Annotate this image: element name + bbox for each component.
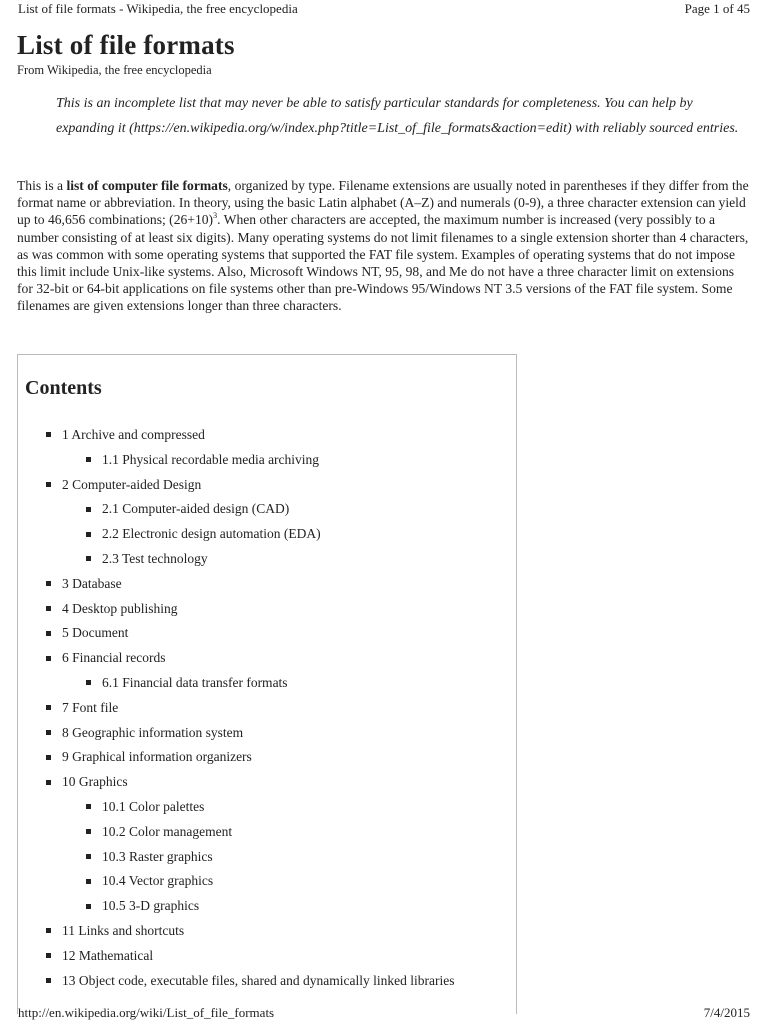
toc-item bbox=[86, 549, 208, 569]
bullet-icon bbox=[86, 556, 91, 561]
print-footer bbox=[18, 1004, 750, 1022]
toc-link[interactable]: 3 Database bbox=[62, 575, 122, 591]
toc-link[interactable]: 10.3 Raster graphics bbox=[102, 848, 213, 864]
toc-link[interactable]: 10 Graphics bbox=[62, 774, 128, 790]
bullet-icon bbox=[86, 829, 91, 834]
toc-link[interactable]: 1.1 Physical recordable media archiving bbox=[102, 451, 320, 467]
toc-item bbox=[46, 698, 118, 718]
bullet-icon bbox=[46, 953, 51, 958]
toc-item bbox=[86, 847, 213, 867]
bullet-icon bbox=[46, 606, 51, 611]
toc-item bbox=[86, 871, 213, 891]
toc-item bbox=[86, 524, 321, 544]
bullet-icon bbox=[86, 507, 91, 512]
bullet-icon bbox=[86, 879, 91, 884]
toc-link[interactable]: 4 Desktop publishing bbox=[62, 600, 178, 616]
bullet-icon bbox=[86, 854, 91, 859]
print-footer-url: http://en.wikipedia.org/wiki/List_of_file_formats bbox=[18, 1005, 275, 1020]
page-title: List of file formats bbox=[17, 30, 235, 60]
toc-link[interactable]: 10.4 Vector graphics bbox=[102, 873, 214, 889]
toc-link[interactable]: 7 Font file bbox=[62, 699, 119, 715]
bullet-icon bbox=[46, 656, 51, 661]
toc-link[interactable]: 2.2 Electronic design automation (EDA) bbox=[102, 526, 321, 542]
toc-item bbox=[86, 797, 204, 817]
toc-item bbox=[46, 574, 122, 594]
toc-link[interactable]: 5 Document bbox=[62, 625, 129, 641]
print-header-page: Page 1 of 45 bbox=[684, 1, 750, 16]
bullet-icon bbox=[46, 581, 51, 586]
toc-item bbox=[46, 648, 165, 668]
toc-item bbox=[86, 896, 199, 916]
toc-item bbox=[46, 971, 454, 991]
toc-link[interactable]: 8 Geographic information system bbox=[62, 724, 244, 740]
toc-item bbox=[46, 921, 184, 941]
toc-item bbox=[46, 723, 243, 743]
page-subtitle: From Wikipedia, the free encyclopedia bbox=[17, 63, 212, 77]
toc-item bbox=[86, 822, 232, 842]
intro-text-c: . When other characters are accepted, the maximum number is increased (very possibly to a number consisting of at least six digits). Many operating systems do not limit filenames to a single extension shorter than 4 characters, as was common with some operating systems that supported the FAT file system. Examples of operating systems that do not impose this limit include Unix-like systems. Also, Microsoft Windows NT, 95, 98, and Me do not have a three character limit on extensions for 32-bit or 64-bit applications on file systems other than pre-Windows 95/Windows NT 3.5 versions of the FAT file system. Some filenames are given extensions longer than three characters. bbox=[17, 212, 749, 314]
incomplete-list-notice: This is an incomplete list that may never be able to satisfy particular standards for completeness. You can help by expanding it (https://en.wikipedia.org/w/index.php?title=List_of_file_formats&action=edit) with reliably sourced entries. bbox=[56, 96, 739, 136]
bullet-icon bbox=[46, 928, 51, 933]
toc-item bbox=[86, 673, 288, 693]
toc-link[interactable]: 10.1 Color palettes bbox=[102, 799, 205, 814]
toc-item bbox=[46, 475, 201, 495]
toc-link[interactable]: 2.3 Test technology bbox=[102, 551, 208, 566]
toc-item bbox=[46, 946, 153, 966]
toc-link[interactable]: 9 Graphical information organizers bbox=[62, 749, 252, 765]
bullet-icon bbox=[86, 804, 91, 809]
bullet-icon bbox=[46, 432, 51, 437]
intro-superscript: 3 bbox=[213, 211, 218, 221]
toc-link[interactable]: 1 Archive and compressed bbox=[62, 427, 205, 442]
bullet-icon bbox=[86, 904, 91, 909]
intro-text-b: , organized by type. Filename extensions are usually noted in parentheses if they differ from the format name or abbreviation. In theory, using the basic Latin alphabet (A–Z) and numerals (0-9), a three character extension can yield up to 46,656 combinations; (26+10) bbox=[17, 178, 749, 228]
toc-link[interactable]: 10.2 Color management bbox=[102, 823, 233, 839]
bullet-icon bbox=[86, 457, 91, 462]
bullet-icon bbox=[46, 482, 51, 487]
table-of-contents bbox=[17, 354, 517, 1014]
toc-link[interactable]: 2 Computer-aided Design bbox=[62, 476, 202, 492]
bullet-icon bbox=[46, 730, 51, 735]
bullet-icon bbox=[86, 680, 91, 685]
toc-item bbox=[86, 499, 289, 519]
toc-link[interactable]: 11 Links and shortcuts bbox=[62, 923, 185, 938]
toc-link[interactable]: 2.1 Computer-aided design (CAD) bbox=[102, 501, 290, 517]
toc-item bbox=[46, 772, 128, 792]
bullet-icon bbox=[46, 705, 51, 710]
intro-bold-link[interactable]: list of computer file formats bbox=[66, 178, 228, 193]
print-header-title: List of file formats - Wikipedia, the free encyclopedia bbox=[18, 1, 298, 16]
intro-text-a: This is a bbox=[17, 178, 67, 193]
print-header bbox=[18, 0, 750, 18]
toc-item bbox=[46, 425, 205, 445]
toc-title: Contents bbox=[25, 377, 102, 399]
toc-link[interactable]: 12 Mathematical bbox=[62, 947, 154, 963]
toc-link[interactable]: 6 Financial records bbox=[62, 650, 166, 666]
bullet-icon bbox=[46, 631, 51, 636]
bullet-icon bbox=[86, 532, 91, 537]
toc-item bbox=[86, 450, 319, 470]
bullet-icon bbox=[46, 978, 51, 983]
toc-item bbox=[46, 747, 252, 767]
bullet-icon bbox=[46, 780, 51, 785]
bullet-icon bbox=[46, 755, 51, 760]
toc-link[interactable]: 6.1 Financial data transfer formats bbox=[102, 675, 288, 690]
intro-paragraph bbox=[17, 177, 752, 315]
toc-item bbox=[46, 599, 178, 619]
print-footer-date: 7/4/2015 bbox=[703, 1005, 750, 1020]
toc-link[interactable]: 10.5 3-D graphics bbox=[102, 898, 200, 914]
toc-item bbox=[46, 623, 128, 643]
toc-link[interactable]: 13 Object code, executable files, shared and dynamically linked libraries bbox=[62, 972, 455, 988]
